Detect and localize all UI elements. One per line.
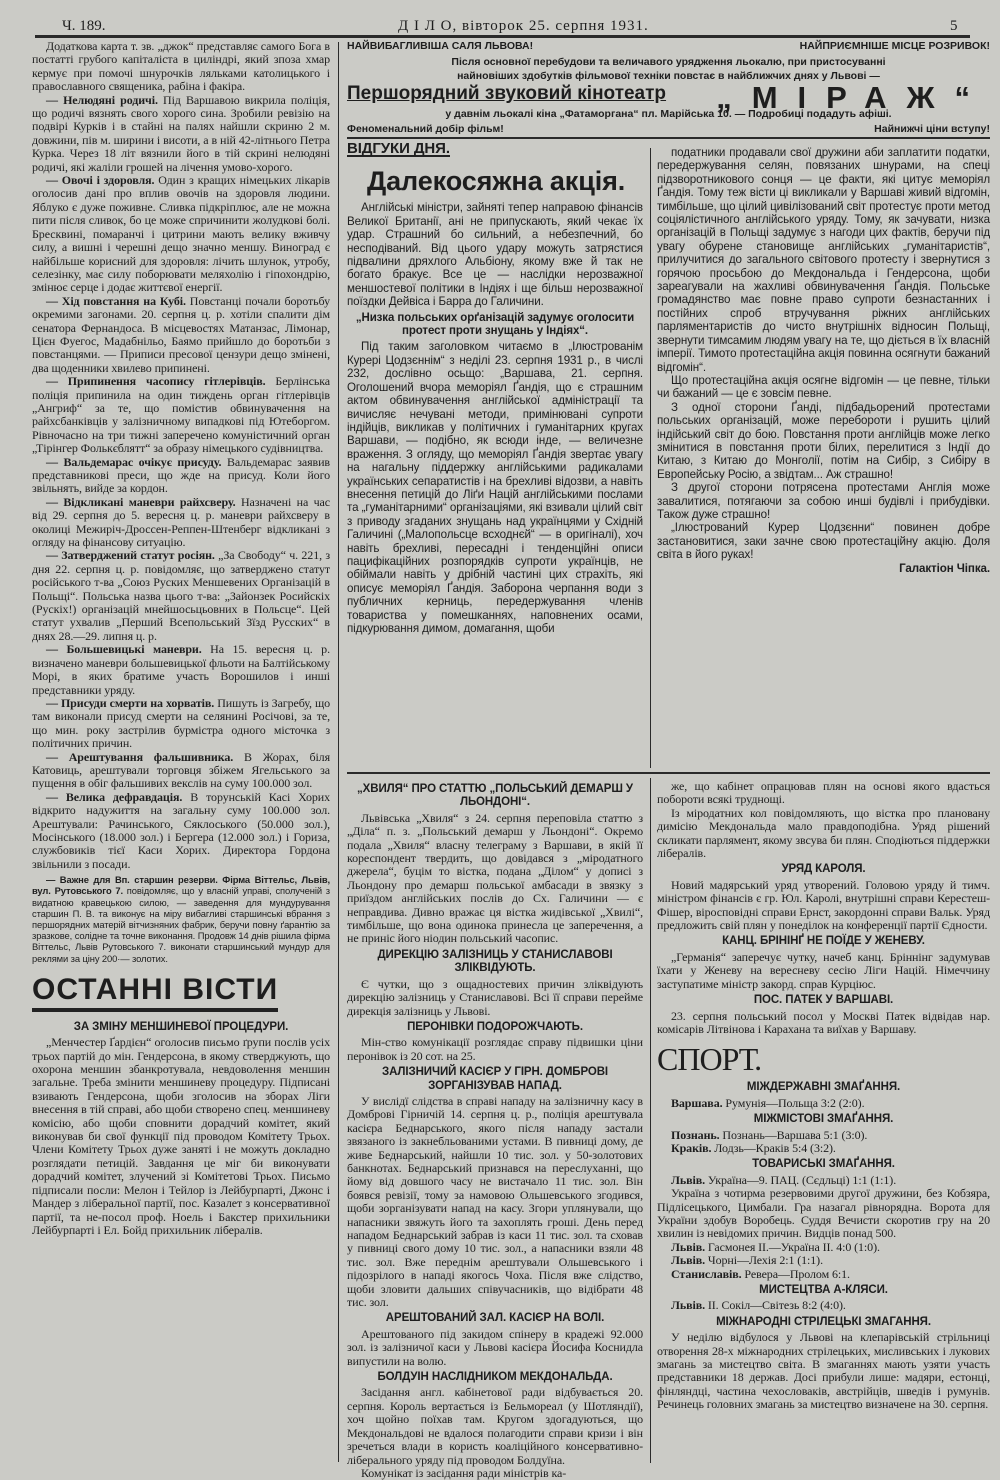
- section-title: ОСТАННІ ВІСТИ: [32, 972, 278, 1012]
- paragraph-text: В торунській Касі Хорих відкрито надужиття на загальну суму 100.000 зол. Арештували: Рачинського, Сяклоського (50.000 зол.), Мосінського (18.000 зол.) і Бергера (12.000 зол.) і Гориза, службовиків тієї Каси Хорих. Директора Гордона звільнили з посади.: [32, 789, 330, 871]
- news-headline: ПЕРОНІВКИ ПОДОРОЖЧАЮТЬ.: [407, 1020, 583, 1033]
- ad-line: найновіших здобутків фільмової техніки повстає в найближчих днях у Львові —: [457, 70, 880, 82]
- paragraph-text: Під Варшавою викрила поліція, що родичі вязнять свого хорого сина. Зробили ревізію на подвірі Курків і в стайні на палях найшли скриню 2 м. довжини, пів м. ширини і висоти, а в ній 42-літнього Петра Курка. Через 18 літ вязнили його в тій скрині нелюдяні родичі, які жаліли грошей на лічення умово-хорого.: [32, 92, 330, 174]
- paragraph-lead: Варшава.: [671, 1095, 723, 1110]
- news-headline: „Низка польських орґанізацій задумує оголосити протест проти знущань у Індіях“.: [355, 311, 635, 338]
- paragraph-text: Чорні—Лехія 2:1 (1:1).: [704, 1253, 823, 1268]
- paragraph-text: Румунія—Польща 3:2 (2:0).: [722, 1095, 865, 1110]
- issue-number: Ч. 189.: [62, 18, 106, 34]
- opinion-body: [347, 201, 643, 635]
- masthead-title: Д І Л О,: [398, 18, 458, 34]
- paragraph-lead: — Овочі і здоровля.: [46, 173, 155, 188]
- score-line: [657, 1241, 990, 1254]
- paragraph-lead: — Велика дефравдація.: [46, 789, 183, 804]
- news-paragraph: [32, 295, 330, 375]
- ad-bottom-right: Найнижчі ціни вступу!: [874, 123, 990, 135]
- score-line: [657, 1142, 990, 1155]
- ad-bottom-rule: [347, 137, 990, 139]
- ad-slogan-left: НАЙВИБАГЛИВІША САЛЯ ЛЬВОВА!: [347, 40, 534, 52]
- paragraph-text: На 15. вересня ц. р. визначено маневри большевицької фльоти на Балтійському Морі, в яких братиме участь Ворошилов і инші представники уряду.: [32, 642, 330, 697]
- sport-section-title: СПОРТ.: [657, 1041, 762, 1078]
- paragraph-text: Під таким заголовком читаємо в „Ілюстрованім Курері Цодзєннім“ з неділі 23. серпня 1931 р., в числі 232, дослівно осьщо: „Варшава, 21. серпня. Оголошений вчора меморіял Ґандія, що є страшним актом обвинувачення англійської адміністрації та вичисляє нечувані методи, примінювані супроти індійців, викликав у політичних і гуманітарних кругах Варшави, — подібно, як всюди інде, — величезне враження. З огляду, що меморіял Ґандія звертає увагу на нагальну піддержку англійськими радикалами українських сепаратистів і на брехливі відозви, а навіть внесення петицій до Ліґи Націй англійськими послами та „гуманітарними“ організаціями, які взивали цілий світ з приводу згаданих знущань над українцями у Східній Галичині („Малопольсце всходнєй“ — в оригіналі), хоч навіть брехливі, пересадні і тенденційні описи пацифікаційних розпорядків супроти українців, не обіймали навіть у дрібній частині цих страхіть, які описує меморіял Ґандія. Заборона черпання води з публичних керниць, передержування членів товариства у помешканнях, наповнених осами, підкурювання димом, домагання, щоби: [347, 340, 643, 635]
- paragraph-lead: — Большевицькі маневри.: [46, 642, 202, 657]
- paragraph-text: Пишуть із Загребу, що там виконали присуд смерти на селянині Росічові, за те, що мин. року застрілив бурмістра одного місточка з політичних причин.: [32, 695, 330, 751]
- paragraph-lead: Львів.: [671, 1172, 705, 1187]
- news-paragraph: [347, 1386, 643, 1466]
- news-paragraph: [657, 521, 990, 561]
- paragraph-text: Вальдемарас заявив представникові преси, що жде на присуд. Коли його звільнять, вийде за кордон.: [32, 454, 330, 496]
- news-paragraph: [32, 375, 330, 455]
- news-paragraph: [32, 456, 330, 496]
- paragraph-text: Львівська „Хвиля“ з 24. серпня переповіла статтю з „Діла“ п. з. „Польський демарш у Льондоні“. Окремо подала „Хвиля“ власну телеграму з Варшави, в якій її кореспондент твердить, що довідався з „міродатного джерела“, буцім то вістка, подана „Ділом“ у дописі з Льондону про демарш польської амбасади в звязку з приїздом англійських послів до Сх. Галичини — є неправдива. Дивно вражає ця вістка жидівської „Хвилі“, тимбільше, що вона одинока принесла це заперечення, а не приніс його ніодин польський часопис.: [347, 810, 643, 946]
- news-paragraph: [32, 1036, 330, 1237]
- paragraph-text: Один з кращих німецьких лікарів оголосив дані про вплив овочів на здоровля людини. Яблуко є дуже поживне. Сливка підкріплює, але не можна пити після сливок, бо це може спричинити жолудкові болі. Бресквині, помаранчі і цитрини мають велику вживчу силу, а вишні і черешні дещо значно меншу. Виноград є найбільше корисний для здоровля: лічить шлунок, утробу, селезінку, має силу поборювати меляхолію і гіпохондрію, змінює серце і додає життєвої енергії.: [32, 173, 330, 295]
- news-headline: МІЖМІСТОВІ ЗМАҐАННЯ.: [753, 1113, 894, 1126]
- paragraph-text: З другої сторони потрясена протестами Англія може завалитися, потягаючи за собою инші будівлі і прибудівки. Також дуже страшно!: [657, 481, 990, 521]
- left-column: [32, 40, 330, 1237]
- news-headline: МІЖДЕРЖАВНІ ЗМАҐАННЯ.: [746, 1081, 901, 1094]
- paragraph-lead: — Нелюдяні родичі.: [46, 92, 158, 107]
- paragraph-text: Ревера—Пролом 6:1.: [741, 1266, 850, 1281]
- news-headline: УРЯД КАРОЛЯ.: [781, 863, 866, 876]
- column-divider: [650, 148, 651, 768]
- news-paragraph: [347, 1328, 643, 1368]
- news-paragraph: [657, 1010, 990, 1037]
- ad-slogan-right: НАЙПРИЄМНІШЕ МІСЦЕ РОЗРИВОК!: [799, 40, 990, 52]
- opinion-kicker: ВІДГУКИ ДНЯ.: [347, 140, 450, 157]
- score-line: [657, 1097, 990, 1110]
- ad-cinema-label: Першорядний звуковий кінотеатр: [347, 83, 667, 104]
- paragraph-lead: — Хід повстання на Кубі.: [46, 293, 186, 308]
- news-paragraph: [347, 1467, 643, 1480]
- news-paragraph: [347, 1036, 643, 1063]
- news-right-column: [657, 780, 990, 1412]
- news-paragraph: [657, 146, 990, 374]
- page-number: 5: [950, 18, 958, 34]
- news-paragraph: [657, 481, 990, 521]
- news-paragraph: [347, 201, 643, 308]
- score-line: [657, 1174, 990, 1187]
- news-paragraph: [657, 1331, 990, 1411]
- column-divider: [338, 42, 339, 1462]
- paragraph-text: 23. серпня польський посол у Москві Патек відвідав нар. комісарів Літвінова і Карахана та виїхав у Варшаву.: [657, 1008, 990, 1036]
- paragraph-lead: Краків.: [671, 1140, 712, 1155]
- paragraph-text: Гасмонея ІІ.—Україна ІІ. 4:0 (1:0).: [704, 1239, 880, 1254]
- news-paragraph: [347, 978, 643, 1018]
- news-headline: МІЖНАРОДНІ СТРІЛЕЦЬКІ ЗМАГАННЯ.: [716, 1315, 931, 1328]
- news-headline: МИСТЕЦТВА А-КЛЯСИ.: [759, 1284, 888, 1296]
- column-divider: [650, 778, 651, 1463]
- paragraph-text: У вислідї слідства в справі нападу на залізничну касу в Домброві Гірничій 14. серпня ц. р., поліція арештувала касієра Беднарського, якого після нападу застали звязаного із закнебльованими устами. В пивниці дому, де живе Беднарський, найшли 10 тис. зол. у 50-золотових банкнотах. Беднарський признався на переслуханні, що йому від довшого часу не вистачало 11 тис. зол. Він боявся ревізії, тому за намовою Ольшевського згодився, щоби зорганізувати напад на касу. Згори уплянували, що напасники звяжуть його та захоплять гроші. День перед нападом Беднарський забрав із каси 11 тис. зол. та сховав у пивниці свого дому 10 тис. зол., а напасники взяли 48 тис. зол. Вже переднім арештували Ольшевського і підозрілого в нападі якогось Чоха. Після вже слідство, щоби зловити дальших співучасників, що відібрати 48 тис. зол.: [347, 1093, 643, 1310]
- paragraph-text: У неділю відбулося у Львові на клепарівській стрільниці отворення 28-х міжнародних стрілецьких, мисливських і лукових змагань за мистецтво світа. В змаганнях мають узяти участь представники 18 держав. Досі прибули лише: мадяри, естонці, фінляндці, частина чехословаків, австрійців, шведів і румунів. Речинець головних змагань за мистецтво визначене на 30. серпня.: [657, 1330, 990, 1412]
- ad-line: Після основної перебудови та величавого урядження льокалю, при пристосуванні: [451, 56, 886, 68]
- news-paragraph: [657, 879, 990, 933]
- news-headline: „ХВИЛЯ“ ПРО СТАТТЮ „ПОЛЬСЬКИЙ ДЕМАРШ У ЛЬОНДОНІ“.: [357, 783, 633, 809]
- news-paragraph: [657, 951, 990, 991]
- paragraph-text: „Ілюстрований Курер Цодзєнни“ повинен добре застановитися, заки зачне свою протестаційну акцію. Доля світа в його руках!: [657, 521, 990, 562]
- ad-cinema-name: „МІРАЖ“: [716, 80, 990, 115]
- news-paragraph: [32, 40, 330, 94]
- paragraph-text: Арештованого під закидом спінеру в крадежі 92.000 зол. із залізничої каси у Львові касієра Йосифа Коснидла випустили на волю.: [347, 1326, 643, 1368]
- paragraph-text: Засідання англ. кабінетової ради відбувається 20. серпня. Король вертається із Бельмореал (у Шотляндії), хоч щойно поїхав там. Кругом здогадуються, що Мекдональдові не вдалося полагодити справи кризи і він зречеться влади в користь коаліційного консервативно-ліберального уряду під проводом Болдуїна.: [347, 1385, 643, 1467]
- paragraph-text: Познань—Варшава 5:1 (3:0).: [719, 1127, 868, 1142]
- paragraph-lead: — Вальдемарас очікує присуду.: [46, 454, 222, 469]
- news-paragraph: [32, 697, 330, 751]
- paragraph-lead: Познань.: [671, 1127, 720, 1142]
- news-paragraph: [657, 780, 990, 807]
- paragraph-lead: Львів.: [671, 1239, 705, 1254]
- section-rule: [347, 772, 990, 774]
- paragraph-text: Є чутки, що з ощадностевих причин зліквідують дирекцію залізниць у Станиславові. Всі її справи перейме дирекція залізниць у Львові.: [347, 976, 643, 1018]
- news-paragraph: [657, 401, 990, 481]
- ad-bottom-left: Феноменальний добір фільм!: [347, 123, 504, 135]
- news-paragraph: [32, 751, 330, 791]
- paragraph-text: Мін-ство комунікації розглядає справу підвишки ціни перонівок із 20 сот. на 25.: [347, 1035, 643, 1063]
- score-line: [657, 1299, 990, 1312]
- paragraph-text: податники продавали свої дружини аби заплатити податки, передержування селян, повязаних шнурами, на спеці підзворотникового сонця — це факти, які цитує меморіял Ґандія. Тому теж вісти ці викликали у Варшаві живий відгомін, тимбільше, що цілий цивілізований світ протестує проти метод соціялістичного англійського уряду. Тому, як зачувати, низка організацій в Польщі задумує з нагоди цих фактів, беручи під увагу обурене становище англійських „гуманітаристів“, прилучитися до загального світового протесту і звернутися з горячою просьбою до Мекдональда і Гендерсона, щоби зареагували на жахливі обвинувачення Ґандія. Польське громадянство має повне право супроти безнастанних і постійних спроб втручування ріжних англійських парляментаристів до чисто внутрішніх відносин Польщі, звернути тимсамим людям увагу на те, що діється в їх власній імперії. Тимото протестаційна акція повинна осягнути бажаний відгомін“.: [657, 146, 990, 374]
- paragraph-text: „Менчестер Ґардієн“ оголосив письмо ґрупи послів усіх трьох партій до мін. Гендерсона, в якому стверджують, що охорона меншин збанкротувала, невдоволення меншин загальне. Треба змінити меншиневу процедуру. Підписані взивають Гендерсона, щоби зголосив на зборах Ліги внесення в тій справі, або щоби створено спец. меншиневу комісію, або щоби сповнити дорадчий комітет, який виконував би свої функції під проводом Комітету Трьох. Члени Комітету Трьох дуже заняті і не можуть докладно розглядати петицій. Завдання це міг би виконувати дорадчий комітет, злучений зі Комітетові Трьох. Письмо підписали посли: Мелон і Тейлор із Лейбурпарті, Джонс і Мандер з ліберальної партії, пос. Казалет з консервативної партії, та не-посол проф. Ноель і Бакстер прихильники Лейбурпарті і Ел. Бойд прихильник лібералів.: [32, 1035, 330, 1237]
- paragraph-text: II. Сокіл—Світезь 8:2 (4:0).: [704, 1298, 846, 1313]
- news-paragraph: [347, 812, 643, 946]
- paragraph-lead: Львів.: [671, 1298, 705, 1313]
- news-paragraph: [32, 174, 330, 295]
- ad-address: у давнім льокалі кіна „Фатаморгана“ пл. Марійська 10. — Подробиці подадуть афіші.: [445, 108, 892, 120]
- paragraph-text: Англійські міністри, зайняті тепер направою фінансів Великої Британії, ані не припускають, який чекає їх удар. Страшний бо сильний, а небезпечний, бо несподіваний. Від цього удару можуть затрястися підвалини дряхлого Альбіону, якому вже й так не богато бракує. Все це — наслідки нерозважної меншостевої політики в Індіях і ще більш нерозважної поїздки Дейвіса і Барра до Галичини.: [347, 201, 643, 309]
- news-paragraph: [32, 94, 330, 174]
- paragraph-text: Лодзь—Краків 5:4 (3:2).: [711, 1140, 836, 1155]
- paragraph-lead: Станиславів.: [671, 1266, 742, 1281]
- opinion-title: Далекосяжна акція.: [367, 166, 626, 197]
- paragraph-text: Додаткова карта т. зв. „джок“ представляє самого Бога в постатті грубого капіталіста в циліндрі, який зпоза хмар кермує при помочі шнурочків ляльками католицького і православного священика, рабіна і факіра.: [32, 39, 330, 94]
- news-headline: БОЛДУІН НАСЛІДНИКОМ МЕКДОНАЛЬДА.: [377, 1371, 613, 1384]
- paragraph-text: же, що кабінет опрацював плян на основі якого вдасться побороти всякі труднощі.: [657, 779, 990, 807]
- masthead: [398, 18, 649, 35]
- paragraph-lead: — Припинення часопису гітлерівців.: [46, 374, 266, 389]
- issue-date: вівторок 25. серпня 1931.: [461, 18, 649, 34]
- paragraph-text: Україна з чотирма резервовими другої дружини, без Кобзяра, Підлісецького, Цимбали. Гра назагал рівнорядна. Ворота для України здобув Воробець. Суддя Вечисти скоротив гру на 20 хвилин із невідомих причин. Видців понад 500.: [657, 1186, 990, 1241]
- paragraph-text: „За Свободу“ ч. 221, з дня 22. серпня ц. р. повідомляє, що затверджено статут російського т-ва „Союз Руских Меншевених Організацій в Польщі“. Польська назва цього т-ва: „Зайонзек Росийскіх (Рускіх!) організацій мнейшосьцьовних в Польсце“. Цей статут ухвалив „Перший Всепольський Зїзд Русских“ в днях 28.—29. липня ц. р.: [32, 548, 330, 643]
- section-title-wrap: [32, 964, 330, 1018]
- news-headline: ЗА ЗМІНУ МЕНШИНЕВОЇ ПРОЦЕДУРИ.: [73, 1020, 289, 1033]
- paragraph-text: Новий мадярський уряд утворений. Головою уряду й тимч. міністром фінансів є гр. Юл. Каролі, внутрішні справи Керестеш-Фішер, віросповідні справи Ернст, закордонні справи Вальк. Уряд предложить свій плян у понеділок на конференції партії Єдности.: [657, 877, 990, 933]
- paragraph-text: Назначені на час від 29. серпня до 5. вересня ц. р. маневри райхсверу в околиці Межиріч-Дроссен-Реппен-Штенберг відкликані з огляду на фінансову ситуацію.: [32, 494, 330, 550]
- news-headline: ПОС. ПАТЕК У ВАРШАВІ.: [753, 994, 894, 1007]
- news-headline: КАНЦ. БРІНІНҐ НЕ ПОЇДЕ У ЖЕНЕВУ.: [722, 935, 925, 948]
- paragraph-text: Повстанці почали боротьбу окремими загонами. 20. серпня ц. р. хотіли спалити дім сенатора Фернандоса. В місцевостях Матанзас, Лімонар, Цієн Фуегос, Мадабнільо, Баямо прийшло до боротьби з повстанцями. — Приписи пресової цензури дещо змінені, два щоденники хвилево припинені.: [32, 293, 331, 375]
- opinion-article-col2: [657, 146, 990, 575]
- score-line: [657, 1129, 990, 1142]
- paragraph-text: Комунікат із засідання ради міністрів ка-: [361, 1465, 567, 1480]
- paragraph-text: Берлінська поліція припинила на один тиждень орган гітлерівців „Ангриф“ за те, що помістив обвинувачення на райхсбанківців у залізничному випадкові під Ютеборгом. Рівночасно на три тижні заперечено комуністичний орган „Тірінгер Фолькєблятт“ за образу німецького судівництва.: [32, 374, 331, 456]
- author-signature: Галактіон Чіпка.: [899, 561, 990, 575]
- score-line: [657, 1268, 990, 1281]
- news-headline: ЗАЛІЗНИЧИЙ КАСІЄР У ГІРН. ДОМБРОВІ ЗОРГАНІЗУВАВ НАПАД.: [381, 1066, 609, 1092]
- paragraph-lead: — Відкликані маневри райхсверу.: [46, 494, 236, 509]
- news-paragraph: [32, 791, 330, 871]
- paragraph-lead: — Важне для Вп. старшин резерви. Фірма Віттельс, Львів, вул. Рутовського 7.: [32, 874, 330, 897]
- opinion-article-col1: [347, 142, 643, 635]
- cinema-advertisement: [347, 40, 990, 135]
- advertisement-notice: [32, 874, 330, 964]
- paragraph-text: повідомляє, що у власній управі, сполученій з видатною кравецькою силою, — заведення для мундурування старшин П. В. та виконує на міру вибагливі старшинські вбрання з першорядних матерій вітчизняних фабрик, беручи повну ґарантію за зразкове, солідне та точне виконання. Продовж 14 днів рішила фірма Віттельс, Львів Рутовського 7. виконати старшинський мундур для реклями за ціну 200·— золотих.: [32, 885, 330, 964]
- news-paragraph: [32, 549, 330, 643]
- news-headline: АРЕШТОВАНИЙ ЗАЛ. КАСІЄР НА ВОЛІ.: [385, 1312, 605, 1325]
- paragraph-text: Із міродатних кол повідомляють, що вістка про плановану димісію Мекдональда мало правдоподібна. Уряд рішений скликати парлямент, якому звсува би плян. Сподіються піддержки лібералів.: [657, 805, 990, 861]
- header-rule: [35, 35, 970, 38]
- news-paragraph: [32, 643, 330, 697]
- paragraph-text: В Жорах, біля Катовиць, арештували торговця збіжем Ягельського за пущення в обіг фальшивих векслів на суму 100.000 зол.: [32, 749, 330, 791]
- paragraph-lead: — Арештування фальшивника.: [46, 749, 234, 764]
- news-paragraph: [657, 374, 990, 401]
- score-line: [657, 1254, 990, 1267]
- news-paragraph: [657, 1187, 990, 1241]
- news-headline: ДИРЕКЦІЮ ЗАЛІЗНИЦЬ У СТАНИСЛАВОВІ ЗЛІКВІДУЮТЬ.: [377, 948, 613, 975]
- paragraph-lead: Львів.: [671, 1253, 705, 1268]
- paragraph-text: Україна—9. ПАЦ. (Сєдльці) 1:1 (1:1).: [704, 1172, 897, 1187]
- paragraph-text: З одної сторони Ґанді, підбадьорений протестами польських організацій, може перебороти і рушить цілий індійський світ до бою. Повстання проти англійців може легко змінитися в повстання проти білих, перелитися з Індії до Китаю, з Китаю до Монголії, потім на Сибір, з Сибіру в Европейську Росію, а звідтам... Аж страшно!: [657, 400, 990, 481]
- paragraph-lead: — Присуди смерти на хорватів.: [46, 695, 215, 710]
- news-headline: ТОВАРИСЬКІ ЗМАҐАННЯ.: [752, 1158, 895, 1171]
- news-paragraph: [657, 807, 990, 861]
- news-paragraph: [32, 496, 330, 550]
- paragraph-text: Що протестаційна акція осягне відгомін — це певне, тільки чи бажаний — це є зовсім певне.: [657, 373, 990, 401]
- news-paragraph: [347, 340, 643, 635]
- paragraph-text: „Германія“ заперечує чутку, начеб канц. Бріннінг задумував їхати у Женеву на вересневу сесію Ліги Націй. Німеччину заступатиме міністр закорд. справ Курціюс.: [657, 949, 990, 991]
- news-middle-column: [347, 780, 643, 1480]
- news-paragraph: [347, 1095, 643, 1310]
- paragraph-lead: — Затверджений статут росіян.: [46, 548, 215, 563]
